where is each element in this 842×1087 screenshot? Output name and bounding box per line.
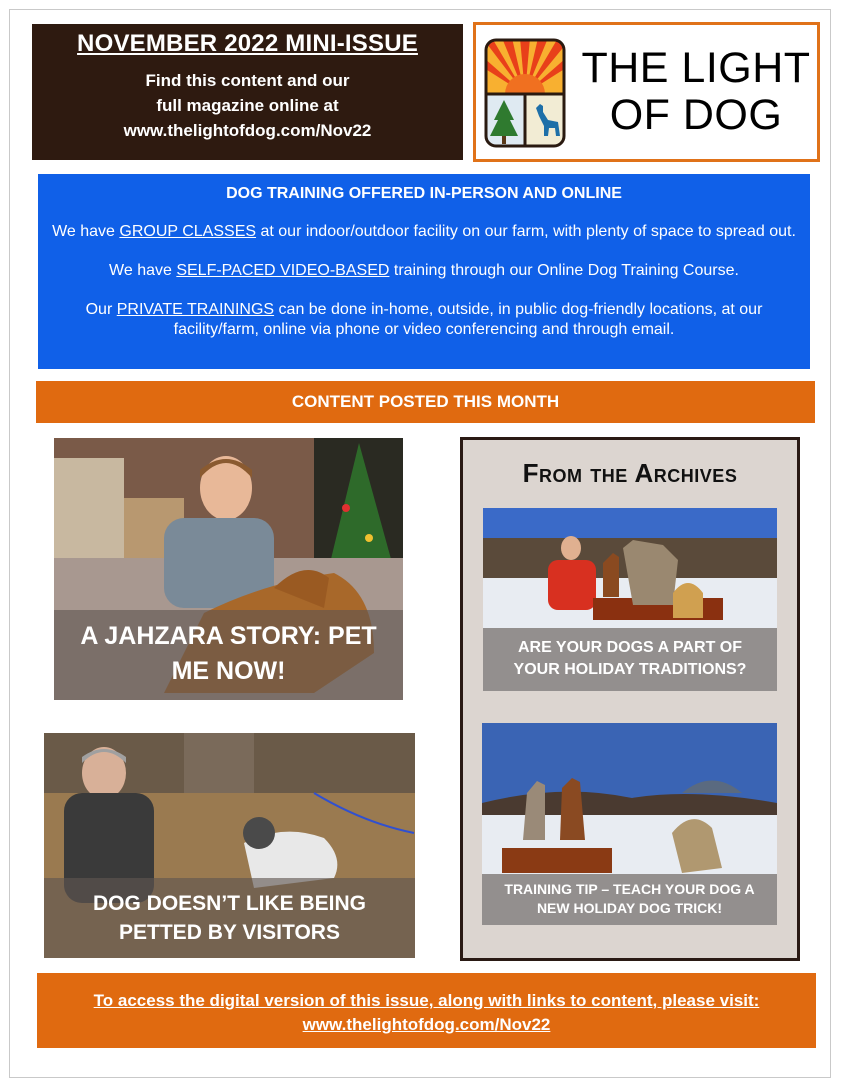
caption-line-1: DOG DOESN’T LIKE BEING — [92, 892, 367, 915]
archives-title: From the Archives — [522, 458, 738, 488]
article-caption — [54, 610, 403, 700]
brand-header — [473, 22, 820, 162]
caption-line-2: YOUR HOLIDAY TRADITIONS? — [513, 661, 747, 678]
content-posted-heading: CONTENT POSTED THIS MONTH — [36, 381, 815, 423]
issue-line-2: full magazine online at — [156, 96, 339, 115]
caption-line-1: A JAHZARA STORY: PET — [80, 622, 377, 650]
archive-caption — [483, 628, 777, 691]
brand-line-1: THE LIGHT — [581, 44, 811, 92]
article-caption — [44, 878, 415, 958]
training-info-box — [38, 174, 810, 369]
footer-banner — [37, 973, 816, 1048]
training-paragraph-private — [50, 300, 798, 340]
archive-holiday-traditions[interactable] — [483, 508, 777, 691]
p2-text-end: training through our Online Dog Training Course. — [389, 262, 739, 279]
issue-banner — [32, 24, 463, 160]
archive-caption — [482, 874, 777, 925]
caption-line-2: PETTED BY VISITORS — [119, 921, 340, 944]
issue-line-1: Find this content and our — [145, 71, 350, 90]
issue-description — [32, 68, 463, 143]
p3-text: Our — [85, 301, 117, 318]
self-paced-video-link[interactable]: SELF-PACED VIDEO-BASED — [176, 262, 390, 279]
issue-title: NOVEMBER 2022 MINI-ISSUE — [77, 30, 418, 57]
brand-name — [576, 45, 816, 139]
caption-line-1: TRAINING TIP – TEACH YOUR DOG A — [504, 881, 755, 897]
issue-url-link[interactable]: www.thelightofdog.com/Nov22 — [123, 121, 372, 140]
training-paragraph-group — [50, 222, 798, 242]
brand-line-2: OF DOG — [609, 91, 783, 139]
archive-holiday-dog-trick[interactable] — [482, 723, 777, 925]
article-jahzara-story[interactable] — [54, 438, 403, 700]
footer-access-link[interactable]: To access the digital version of this issue, along with links to content, please visit: — [93, 991, 760, 1010]
training-paragraph-video — [50, 261, 798, 281]
caption-line-2: NEW HOLIDAY DOG TRICK! — [536, 900, 723, 916]
p3-text-end: can be done in-home, outside, in public dog-friendly locations, at our facility/farm, online via phone or video conferencing and through email. — [173, 301, 763, 338]
light-of-dog-logo-icon — [484, 38, 566, 148]
caption-line-2: ME NOW! — [171, 657, 286, 685]
p2-text: We have — [109, 262, 177, 279]
article-dog-petted-by-visitors[interactable] — [44, 733, 415, 958]
training-heading: DOG TRAINING OFFERED IN-PERSON AND ONLINE — [226, 185, 622, 202]
caption-line-1: ARE YOUR DOGS A PART OF — [517, 639, 742, 656]
footer-url-link[interactable]: www.thelightofdog.com/Nov22 — [302, 1015, 551, 1034]
p1-text: We have — [52, 223, 120, 240]
p1-text-end: at our indoor/outdoor facility on our farm, with plenty of space to spread out. — [256, 223, 796, 240]
private-trainings-link[interactable]: PRIVATE TRAININGS — [116, 301, 275, 318]
group-classes-link[interactable]: GROUP CLASSES — [119, 223, 257, 240]
